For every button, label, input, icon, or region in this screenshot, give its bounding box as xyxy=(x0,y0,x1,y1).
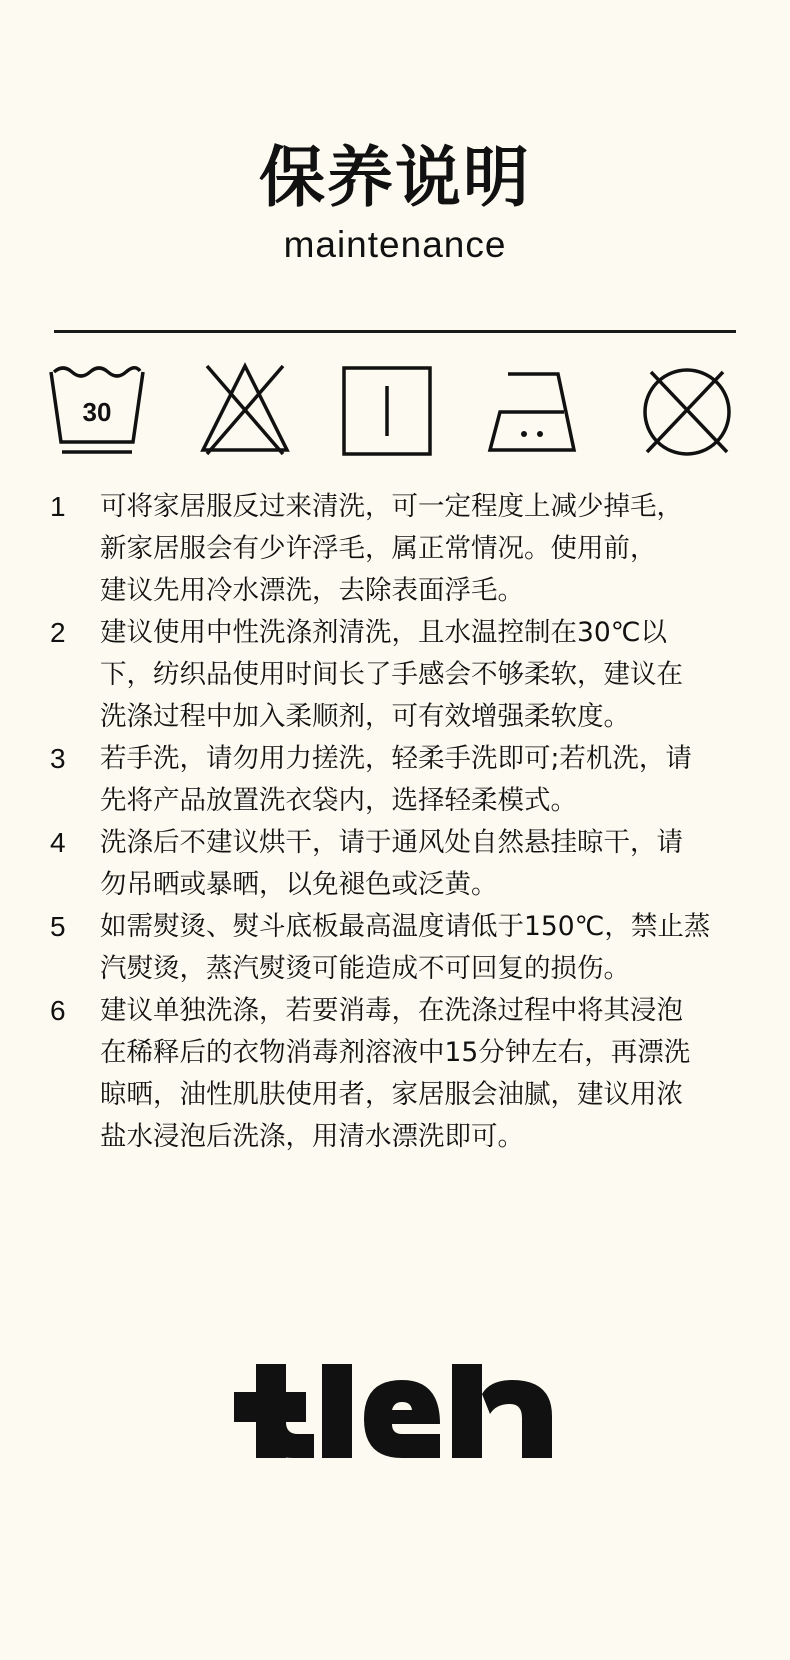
instruction-line: 下，纺织品使用时间长了手感会不够柔软，建议在 xyxy=(100,659,683,690)
instruction-number: 5 xyxy=(50,911,66,942)
instruction-line: 汽熨烫，蒸汽熨烫可能造成不可回复的损伤。 xyxy=(100,953,630,984)
header-divider xyxy=(54,330,736,333)
page-subtitle: maintenance xyxy=(283,224,507,265)
instruction-line: 洗涤后不建议烘干，请于通风处自然悬挂晾干，请 xyxy=(100,827,683,858)
instruction-number: 2 xyxy=(50,617,66,648)
instruction-line: 晾晒，油性肌肤使用者，家居服会油腻，建议用浓 xyxy=(100,1079,683,1110)
instruction-line: 建议先用冷水漂洗，去除表面浮毛。 xyxy=(100,575,524,606)
instruction-line: 先将产品放置洗衣袋内，选择轻柔模式。 xyxy=(100,785,577,816)
instruction-line: 如需熨烫、熨斗底板最高温度请低于150℃，禁止蒸 xyxy=(100,911,711,942)
instruction-line: 建议单独洗涤，若要消毒，在洗涤过程中将其浸泡 xyxy=(100,995,683,1026)
instruction-number: 4 xyxy=(50,827,66,858)
brand-logo-icon xyxy=(234,1362,554,1460)
instruction-line: 在稀释后的衣物消毒剂溶液中15分钟左右，再漂洗 xyxy=(100,1037,691,1068)
wash-30-icon xyxy=(47,362,147,462)
do-not-dry-clean-icon xyxy=(637,362,737,462)
instruction-item-6 xyxy=(50,990,750,1158)
instruction-line: 可将家居服反过来清洗，可一定程度上减少掉毛， xyxy=(100,491,683,522)
instruction-number: 1 xyxy=(50,491,66,522)
instruction-item-3 xyxy=(50,738,750,822)
instruction-line: 勿吊晒或暴晒，以免褪色或泛黄。 xyxy=(100,869,498,900)
instruction-number: 6 xyxy=(50,995,66,1026)
instruction-number: 3 xyxy=(50,743,66,774)
instruction-item-1 xyxy=(50,486,750,612)
instruction-line: 若手洗，请勿用力搓洗，轻柔手洗即可;若机洗，请 xyxy=(100,743,692,774)
instruction-line: 建议使用中性洗涤剂清洗，且水温控制在30℃以 xyxy=(100,617,667,648)
tumble-dry-hang-icon xyxy=(338,362,438,462)
instruction-item-2 xyxy=(50,612,750,738)
iron-medium-icon xyxy=(486,362,586,462)
care-instructions-list xyxy=(50,486,750,1158)
do-not-bleach-icon xyxy=(195,362,295,462)
instruction-line: 盐水浸泡后洗涤，用清水漂洗即可。 xyxy=(100,1121,524,1152)
instruction-line: 新家居服会有少许浮毛，属正常情况。使用前， xyxy=(100,533,657,564)
page-title: 保养说明 xyxy=(259,139,531,216)
care-symbols-row xyxy=(0,362,790,462)
instruction-line: 洗涤过程中加入柔顺剂，可有效增强柔软度。 xyxy=(100,701,630,732)
wash-temperature-label: 30 xyxy=(82,397,112,427)
instruction-item-4 xyxy=(50,822,750,906)
instruction-item-5 xyxy=(50,906,750,990)
